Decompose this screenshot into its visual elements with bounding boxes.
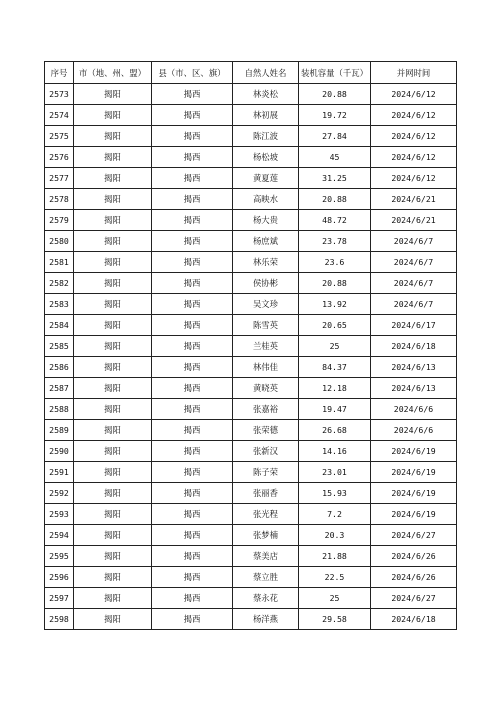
cell-seq: 2573 <box>45 84 74 105</box>
cell-capacity: 25 <box>299 336 371 357</box>
cell-person-name: 张新汉 <box>233 441 299 462</box>
table-row <box>45 336 457 357</box>
table-row <box>45 420 457 441</box>
cell-grid-date: 2024/6/19 <box>371 504 457 525</box>
cell-capacity: 27.84 <box>299 126 371 147</box>
cell-city: 揭阳 <box>74 378 152 399</box>
cell-capacity: 23.01 <box>299 462 371 483</box>
pv-installation-table <box>44 61 457 630</box>
cell-person-name: 吴文珍 <box>233 294 299 315</box>
cell-grid-date: 2024/6/18 <box>371 336 457 357</box>
cell-capacity: 20.65 <box>299 315 371 336</box>
cell-capacity: 15.93 <box>299 483 371 504</box>
cell-county: 揭西 <box>152 231 233 252</box>
cell-city: 揭阳 <box>74 315 152 336</box>
cell-city: 揭阳 <box>74 84 152 105</box>
cell-county: 揭西 <box>152 399 233 420</box>
cell-county: 揭西 <box>152 567 233 588</box>
cell-county: 揭西 <box>152 105 233 126</box>
table-row <box>45 294 457 315</box>
cell-county: 揭西 <box>152 84 233 105</box>
cell-county: 揭西 <box>152 273 233 294</box>
cell-city: 揭阳 <box>74 105 152 126</box>
table-row <box>45 105 457 126</box>
cell-city: 揭阳 <box>74 399 152 420</box>
table-row <box>45 378 457 399</box>
cell-city: 揭阳 <box>74 504 152 525</box>
table-row <box>45 504 457 525</box>
cell-person-name: 蔡立胜 <box>233 567 299 588</box>
cell-person-name: 陈子荣 <box>233 462 299 483</box>
cell-person-name: 黄晓英 <box>233 378 299 399</box>
cell-capacity: 31.25 <box>299 168 371 189</box>
cell-capacity: 21.88 <box>299 546 371 567</box>
cell-grid-date: 2024/6/19 <box>371 483 457 504</box>
cell-person-name: 杨洋燕 <box>233 609 299 630</box>
table-row <box>45 399 457 420</box>
table-row <box>45 525 457 546</box>
cell-city: 揭阳 <box>74 231 152 252</box>
cell-grid-date: 2024/6/27 <box>371 525 457 546</box>
table-row <box>45 126 457 147</box>
cell-grid-date: 2024/6/12 <box>371 84 457 105</box>
cell-county: 揭西 <box>152 168 233 189</box>
cell-city: 揭阳 <box>74 357 152 378</box>
table-row <box>45 483 457 504</box>
cell-capacity: 14.16 <box>299 441 371 462</box>
cell-capacity: 20.3 <box>299 525 371 546</box>
cell-seq: 2585 <box>45 336 74 357</box>
cell-seq: 2592 <box>45 483 74 504</box>
cell-city: 揭阳 <box>74 210 152 231</box>
cell-county: 揭西 <box>152 441 233 462</box>
cell-person-name: 杨松坡 <box>233 147 299 168</box>
cell-grid-date: 2024/6/19 <box>371 441 457 462</box>
cell-seq: 2584 <box>45 315 74 336</box>
cell-county: 揭西 <box>152 609 233 630</box>
cell-grid-date: 2024/6/6 <box>371 420 457 441</box>
cell-grid-date: 2024/6/21 <box>371 210 457 231</box>
cell-capacity: 13.92 <box>299 294 371 315</box>
header-capacity: 装机容量（千瓦） <box>299 62 371 84</box>
table-row <box>45 252 457 273</box>
cell-seq: 2581 <box>45 252 74 273</box>
cell-county: 揭西 <box>152 126 233 147</box>
cell-seq: 2594 <box>45 525 74 546</box>
table-row <box>45 84 457 105</box>
table-row <box>45 273 457 294</box>
cell-county: 揭西 <box>152 336 233 357</box>
cell-person-name: 陈雪英 <box>233 315 299 336</box>
cell-grid-date: 2024/6/27 <box>371 588 457 609</box>
cell-seq: 2590 <box>45 441 74 462</box>
table-row <box>45 189 457 210</box>
cell-person-name: 黄夏莲 <box>233 168 299 189</box>
cell-seq: 2575 <box>45 126 74 147</box>
cell-capacity: 48.72 <box>299 210 371 231</box>
header-grid-date: 并网时间 <box>371 62 457 84</box>
cell-county: 揭西 <box>152 588 233 609</box>
cell-city: 揭阳 <box>74 189 152 210</box>
cell-seq: 2591 <box>45 462 74 483</box>
cell-capacity: 19.72 <box>299 105 371 126</box>
cell-city: 揭阳 <box>74 483 152 504</box>
cell-grid-date: 2024/6/21 <box>371 189 457 210</box>
table-row <box>45 357 457 378</box>
cell-grid-date: 2024/6/12 <box>371 147 457 168</box>
cell-county: 揭西 <box>152 210 233 231</box>
cell-city: 揭阳 <box>74 294 152 315</box>
cell-capacity: 23.6 <box>299 252 371 273</box>
table-row <box>45 168 457 189</box>
table-row <box>45 609 457 630</box>
cell-person-name: 蔡美店 <box>233 546 299 567</box>
cell-city: 揭阳 <box>74 147 152 168</box>
cell-person-name: 张荣德 <box>233 420 299 441</box>
cell-grid-date: 2024/6/19 <box>371 462 457 483</box>
cell-grid-date: 2024/6/13 <box>371 378 457 399</box>
cell-city: 揭阳 <box>74 609 152 630</box>
cell-seq: 2597 <box>45 588 74 609</box>
cell-grid-date: 2024/6/7 <box>371 273 457 294</box>
cell-person-name: 杨庶斌 <box>233 231 299 252</box>
cell-person-name: 高映水 <box>233 189 299 210</box>
cell-grid-date: 2024/6/18 <box>371 609 457 630</box>
table-row <box>45 147 457 168</box>
cell-city: 揭阳 <box>74 546 152 567</box>
cell-person-name: 林伟佳 <box>233 357 299 378</box>
cell-seq: 2579 <box>45 210 74 231</box>
cell-county: 揭西 <box>152 378 233 399</box>
cell-person-name: 兰桂英 <box>233 336 299 357</box>
cell-capacity: 7.2 <box>299 504 371 525</box>
cell-city: 揭阳 <box>74 273 152 294</box>
cell-city: 揭阳 <box>74 252 152 273</box>
cell-grid-date: 2024/6/12 <box>371 168 457 189</box>
cell-grid-date: 2024/6/26 <box>371 567 457 588</box>
cell-city: 揭阳 <box>74 168 152 189</box>
cell-person-name: 林初展 <box>233 105 299 126</box>
cell-county: 揭西 <box>152 420 233 441</box>
cell-seq: 2580 <box>45 231 74 252</box>
cell-capacity: 20.88 <box>299 273 371 294</box>
cell-city: 揭阳 <box>74 588 152 609</box>
cell-seq: 2589 <box>45 420 74 441</box>
cell-grid-date: 2024/6/13 <box>371 357 457 378</box>
cell-capacity: 45 <box>299 147 371 168</box>
cell-person-name: 杨大贵 <box>233 210 299 231</box>
cell-capacity: 29.58 <box>299 609 371 630</box>
cell-county: 揭西 <box>152 147 233 168</box>
table-row <box>45 441 457 462</box>
cell-county: 揭西 <box>152 315 233 336</box>
cell-person-name: 陈江波 <box>233 126 299 147</box>
table-row <box>45 231 457 252</box>
cell-county: 揭西 <box>152 294 233 315</box>
cell-grid-date: 2024/6/7 <box>371 231 457 252</box>
cell-person-name: 林炎松 <box>233 84 299 105</box>
table-row <box>45 462 457 483</box>
cell-city: 揭阳 <box>74 525 152 546</box>
cell-seq: 2596 <box>45 567 74 588</box>
header-city: 市（地、州、盟） <box>74 62 152 84</box>
cell-capacity: 20.88 <box>299 189 371 210</box>
cell-county: 揭西 <box>152 189 233 210</box>
table-row <box>45 315 457 336</box>
cell-capacity: 20.88 <box>299 84 371 105</box>
cell-county: 揭西 <box>152 525 233 546</box>
table-row <box>45 567 457 588</box>
cell-capacity: 12.18 <box>299 378 371 399</box>
cell-county: 揭西 <box>152 462 233 483</box>
cell-person-name: 蔡永花 <box>233 588 299 609</box>
cell-grid-date: 2024/6/7 <box>371 252 457 273</box>
table-row <box>45 588 457 609</box>
cell-capacity: 25 <box>299 588 371 609</box>
cell-seq: 2588 <box>45 399 74 420</box>
cell-capacity: 19.47 <box>299 399 371 420</box>
table-row <box>45 210 457 231</box>
cell-capacity: 23.78 <box>299 231 371 252</box>
cell-grid-date: 2024/6/7 <box>371 294 457 315</box>
cell-county: 揭西 <box>152 252 233 273</box>
cell-seq: 2595 <box>45 546 74 567</box>
cell-seq: 2583 <box>45 294 74 315</box>
cell-city: 揭阳 <box>74 126 152 147</box>
cell-grid-date: 2024/6/17 <box>371 315 457 336</box>
header-seq: 序号 <box>45 62 74 84</box>
cell-grid-date: 2024/6/26 <box>371 546 457 567</box>
cell-county: 揭西 <box>152 546 233 567</box>
cell-city: 揭阳 <box>74 420 152 441</box>
cell-seq: 2578 <box>45 189 74 210</box>
header-person-name: 自然人姓名 <box>233 62 299 84</box>
cell-person-name: 张嘉裕 <box>233 399 299 420</box>
cell-city: 揭阳 <box>74 462 152 483</box>
cell-person-name: 侯协彬 <box>233 273 299 294</box>
cell-person-name: 林乐荣 <box>233 252 299 273</box>
cell-seq: 2598 <box>45 609 74 630</box>
cell-capacity: 26.68 <box>299 420 371 441</box>
cell-grid-date: 2024/6/6 <box>371 399 457 420</box>
cell-city: 揭阳 <box>74 567 152 588</box>
cell-seq: 2586 <box>45 357 74 378</box>
cell-seq: 2582 <box>45 273 74 294</box>
table-header-row <box>45 62 457 84</box>
cell-seq: 2587 <box>45 378 74 399</box>
cell-person-name: 张光程 <box>233 504 299 525</box>
cell-seq: 2593 <box>45 504 74 525</box>
cell-grid-date: 2024/6/12 <box>371 105 457 126</box>
cell-seq: 2577 <box>45 168 74 189</box>
cell-grid-date: 2024/6/12 <box>371 126 457 147</box>
header-county: 县（市、区、旗） <box>152 62 233 84</box>
cell-county: 揭西 <box>152 483 233 504</box>
cell-person-name: 张丽香 <box>233 483 299 504</box>
cell-county: 揭西 <box>152 357 233 378</box>
table-row <box>45 546 457 567</box>
cell-capacity: 22.5 <box>299 567 371 588</box>
cell-capacity: 84.37 <box>299 357 371 378</box>
cell-seq: 2576 <box>45 147 74 168</box>
cell-county: 揭西 <box>152 504 233 525</box>
cell-seq: 2574 <box>45 105 74 126</box>
cell-person-name: 张梦楠 <box>233 525 299 546</box>
cell-city: 揭阳 <box>74 336 152 357</box>
cell-city: 揭阳 <box>74 441 152 462</box>
